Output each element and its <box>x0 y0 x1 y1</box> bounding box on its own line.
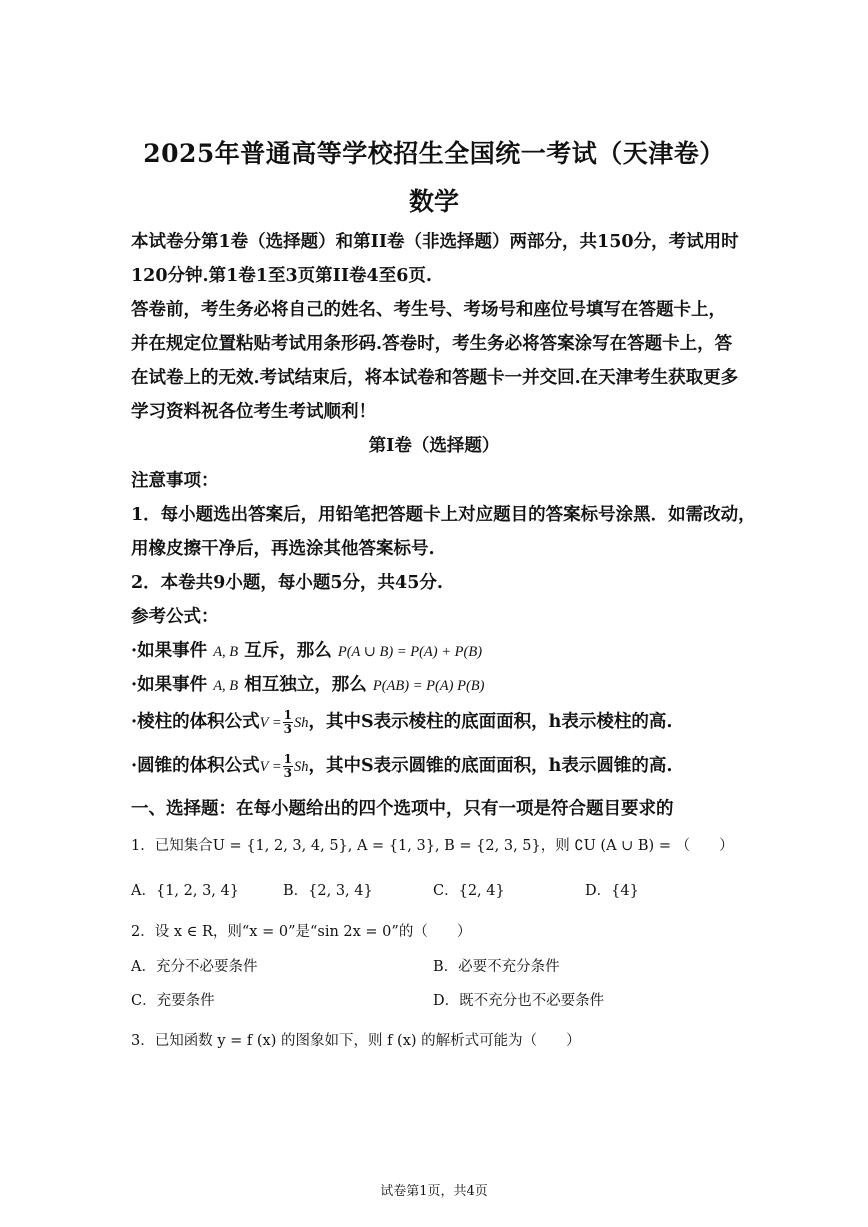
question-1-option-d: D．{4} <box>585 883 639 899</box>
formula-3-numerator: 1 <box>283 708 292 722</box>
formula-2-mid: 相互独立，那么 <box>244 675 367 695</box>
formula-4-sh: Sh <box>293 759 309 775</box>
formula-4-numerator: 1 <box>283 752 292 766</box>
formula-4-text: ·圆锥的体积公式 <box>131 756 260 776</box>
note-1-line-1: 1．每小题选出答案后，用铅笔把答题卡上对应题目的答案标号涂黑．如需改动， <box>131 505 756 525</box>
formula-3-v: V = <box>259 715 282 731</box>
formula-1-vars: A, B <box>213 644 239 660</box>
question-1-stem: 1．已知集合U = {1, 2, 3, 4, 5}, A = {1, 3}, B = {2, 3, 5}，则 ∁U (A ∪ B) = （ ） <box>131 838 734 854</box>
question-1-option-c: C．{2, 4} <box>433 883 505 899</box>
intro-line-6: 学习资料祝各位考生考试顺利！ <box>131 402 376 422</box>
formula-1 <box>131 637 482 662</box>
question-3-stem: 3．已知函数 y = f (x) 的图象如下，则 f (x) 的解析式可能为（ ） <box>131 1033 581 1049</box>
question-2-option-a: A．充分不必要条件 <box>131 959 258 975</box>
intro-line-5: 在试卷上的无效.考试结束后，将本试卷和答题卡一并交回.在天津考生获取更多 <box>131 368 739 388</box>
notes-title: 注意事项： <box>131 471 219 491</box>
formula-1-mid: 互斥，那么 <box>244 641 332 661</box>
exam-title: 2025年普通高等学校招生全国统一考试（天津卷） <box>143 139 725 168</box>
formula-4 <box>131 752 672 780</box>
question-1-option-b: B．{2, 3, 4} <box>283 883 373 899</box>
question-2-stem: 2．设 x ∈ R，则“x = 0”是“sin 2x = 0”的（ ） <box>131 924 472 940</box>
question-2-option-c: C．充要条件 <box>131 993 215 1009</box>
formula-4-fraction <box>283 753 293 780</box>
formula-3-fraction <box>283 709 293 736</box>
formula-3-denominator: 3 <box>283 722 292 736</box>
formula-3-sh: Sh <box>293 715 309 731</box>
formula-4-rest: ，其中S表示圆锥的底面面积，h表示圆锥的高. <box>308 756 673 776</box>
intro-line-1: 本试卷分第1卷（选择题）和第II卷（非选择题）两部分，共150分，考试用时 <box>131 232 739 252</box>
exam-subject: 数学 <box>408 187 459 216</box>
section-heading: 第I卷（选择题） <box>368 436 500 456</box>
page-footer: 试卷第1页，共4页 <box>380 1184 488 1199</box>
formula-3-rest: ，其中S表示棱柱的底面面积，h表示棱柱的高. <box>308 712 673 732</box>
formula-2-expression: P(AB) = P(A) P(B) <box>372 678 485 694</box>
note-2: 2．本卷共9小题，每小题5分，共45分. <box>131 573 443 593</box>
formula-4-v: V = <box>259 759 282 775</box>
intro-line-3: 答卷前，考生务必将自己的姓名、考生号、考场号和座位号填写在答题卡上， <box>131 300 726 320</box>
formula-4-denominator: 3 <box>283 766 292 780</box>
formula-2 <box>131 671 484 696</box>
formula-2-vars: A, B <box>213 678 239 694</box>
question-2-option-b: B．必要不充分条件 <box>433 959 560 975</box>
formula-1-expression: P(A ∪ B) = P(A) + P(B) <box>337 644 483 660</box>
formula-3-text: ·棱柱的体积公式 <box>131 712 260 732</box>
intro-line-4: 并在规定位置粘贴考试用条形码.答卷时，考生务必将答案涂写在答题卡上，答 <box>131 334 733 354</box>
formula-1-text: ·如果事件 <box>131 641 208 661</box>
question-2-option-d: D．既不充分也不必要条件 <box>433 993 605 1009</box>
intro-line-2: 120分钟.第1卷1至3页第II卷4至6页. <box>131 266 432 286</box>
formula-3 <box>131 708 672 736</box>
formula-2-text: ·如果事件 <box>131 675 208 695</box>
question-1-option-a: A．{1, 2, 3, 4} <box>131 883 239 899</box>
part-heading: 一、选择题：在每小题给出的四个选项中，只有一项是符合题目要求的 <box>131 799 674 819</box>
note-1-line-2: 用橡皮擦干净后，再选涂其他答案标号. <box>131 539 435 559</box>
reference-title: 参考公式： <box>131 607 219 627</box>
